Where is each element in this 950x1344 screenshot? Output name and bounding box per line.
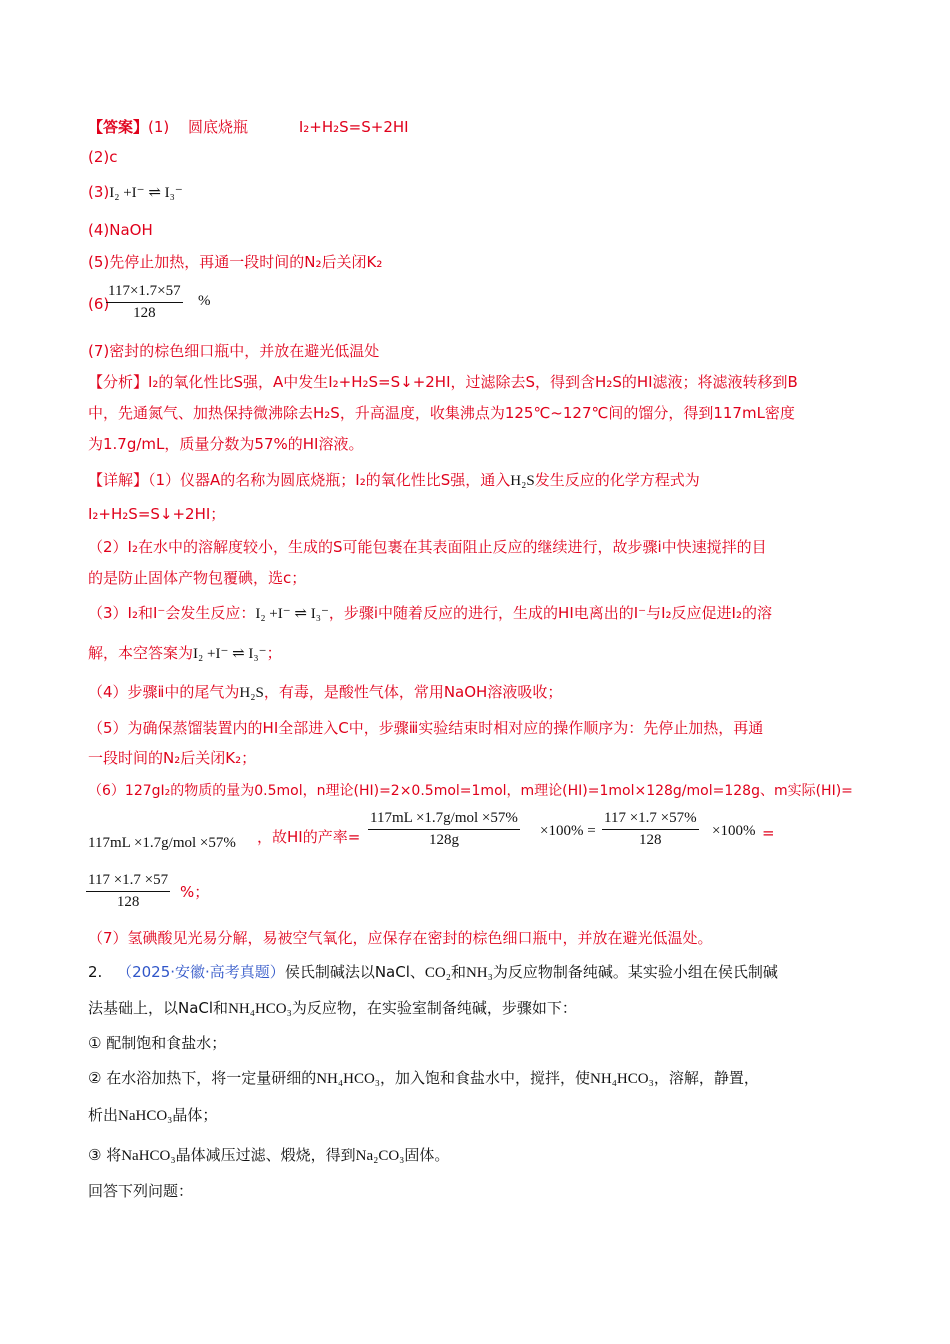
detail-times100-1: ×100% = <box>540 823 596 839</box>
fraction-1-numerator: 117mL ×1.7g/mol ×57% <box>370 810 518 826</box>
detail-eq-sign: = <box>762 824 775 842</box>
detail-5b: ，步骤ⅰ中随着反应的进行，生成的HI电离出的I⁻与I₂反应促进I₂的溶 <box>328 604 772 622</box>
answer-line-3 <box>88 182 183 203</box>
fraction-2-numerator: 117 ×1.7 ×57% <box>604 810 697 826</box>
fraction-2-denominator: 128 <box>639 832 662 848</box>
fraction-3-denominator: 128 <box>116 894 140 910</box>
fraction-bar <box>106 302 183 303</box>
q2-prompt: 回答下列问题： <box>88 1182 194 1200</box>
answer-3-eq: I₂ +I⁻ ⇌ I₃⁻ <box>109 185 183 201</box>
q2-1a: 侯氏制碱法以NaCl、 <box>284 963 425 981</box>
q2-source: （2025·安徽·高考真题） <box>117 963 285 981</box>
q2-s3-f2: Na₂CO₃ <box>355 1148 405 1164</box>
q2-line-2 <box>88 998 577 1019</box>
detail-fraction-3 <box>86 872 170 911</box>
q2-2a: 法基础上，以NaCl和 <box>88 999 229 1017</box>
q2-s3c: 固体。 <box>404 1146 450 1164</box>
answer-6-fraction <box>106 283 183 322</box>
fraction-3-numerator: 117 ×1.7 ×57 <box>88 872 169 888</box>
q2-nh3: NH₃ <box>465 965 493 981</box>
q2-s2b: ，加入饱和食盐水中，搅拌，使 <box>380 1069 591 1087</box>
answer-1-text: 圆底烧瓶 <box>188 118 249 136</box>
detail-line-6 <box>88 643 282 664</box>
answer-6-numerator: 117×1.7×57 <box>108 283 181 299</box>
detail-line-5 <box>88 603 772 624</box>
analysis-line-1: 【分析】I₂的氧化性比S强，A中发生I₂+H₂S=S↓+2HI，过滤除去S，得到含H₂S的HI滤液；将滤液转移到B <box>88 373 798 391</box>
q2-1b: 和 <box>450 963 466 981</box>
answer-3-num: (3) <box>88 183 110 201</box>
detail-1-formula: H₂S <box>510 473 535 489</box>
q2-s2-f3: NaHCO₃ <box>118 1108 173 1124</box>
q2-s2a: ② 在水浴加热下，将一定量研细的 <box>88 1069 317 1087</box>
detail-line-4: 的是防止固体产物包覆碘，选c； <box>88 569 307 587</box>
q2-s2e: 晶体； <box>172 1106 218 1124</box>
analysis-line-2: 中，先通氮气、加热保持微沸除去H₂S，升高温度，收集沸点为125℃~127℃间的馏分，得到117mL密度 <box>88 404 795 422</box>
q2-co2: CO₂ <box>424 965 451 981</box>
fraction-bar <box>368 829 520 830</box>
analysis-line-3: 为1.7g/mL，质量分数为57%的HI溶液。 <box>88 435 364 453</box>
answer-6-denominator: 128 <box>133 305 156 321</box>
detail-fraction-1 <box>368 810 520 849</box>
fraction-bar <box>86 891 170 892</box>
detail-times100-2: ×100% <box>712 823 756 839</box>
q2-2b: 为反应物，在实验室制备纯碱，步骤如下： <box>291 999 577 1017</box>
answer-1-num: (1) <box>148 118 170 136</box>
detail-line-1 <box>88 470 700 491</box>
q2-s3b: 晶体减压过滤、煅烧，得到 <box>175 1146 356 1164</box>
detail-line-2: I₂+H₂S=S↓+2HI； <box>88 505 226 523</box>
fraction-1-denominator: 128g <box>428 832 459 848</box>
detail-line-9: 一段时间的N₂后关闭K₂； <box>88 749 257 767</box>
q2-line-1 <box>88 962 778 983</box>
detail-11-text: ，故HI的产率= <box>257 828 361 846</box>
detail-6-eq: I₂ +I⁻ ⇌ I₃⁻ <box>193 646 267 662</box>
answer-tag: 【答案】 <box>88 118 149 136</box>
detail-7a: （4）步骤ⅱ中的尾气为 <box>88 683 240 701</box>
detail-1b: 发生反应的化学方程式为 <box>534 471 700 489</box>
detail-fraction-3-tail: %； <box>180 883 210 901</box>
q2-s3a: ③ 将 <box>88 1146 122 1164</box>
answer-4: (4)NaOH <box>88 221 153 239</box>
detail-7b: ，有毒，是酸性气体，常用NaOH溶液吸收； <box>263 683 563 701</box>
detail-line-10: （6）127gI₂的物质的量为0.5mol，n理论(HI)=2×0.5mol=1mol，m理论(HI)=1mol×128g/mol=128g、m实际(HI)= <box>88 783 853 799</box>
detail-5a: （3）I₂和I⁻会发生反应： <box>88 604 256 622</box>
q2-s2d: 析出 <box>88 1106 119 1124</box>
q2-s2-f1: NH₄HCO₃ <box>316 1071 381 1087</box>
answer-2: (2)c <box>88 148 118 166</box>
q2-step-2-cont <box>88 1105 217 1126</box>
q2-1c: 为反应物制备纯碱。某实验小组在侯氏制碱 <box>492 963 778 981</box>
q2-number: 2. <box>88 963 103 981</box>
answer-6-percent: % <box>198 293 211 309</box>
answer-line-1 <box>88 117 409 137</box>
fraction-bar <box>602 829 699 830</box>
detail-line-13: （7）氢碘酸见光易分解，易被空气氧化，应保存在密封的棕色细口瓶中，并放在避光低温处。 <box>88 929 713 947</box>
detail-line-8: （5）为确保蒸馏装置内的HI全部进入C中，步骤ⅲ实验结束时相对应的操作顺序为：先停止加热，再通 <box>88 719 764 737</box>
detail-6b: ； <box>266 644 282 662</box>
detail-line-7 <box>88 682 562 703</box>
q2-step-3 <box>88 1145 449 1166</box>
answer-5: (5)先停止加热，再通一段时间的N₂后关闭K₂ <box>88 253 383 271</box>
answer-7: (7)密封的棕色细口瓶中，并放在避光低温处 <box>88 342 380 360</box>
answer-1-eq: I₂+H₂S=S+2HI <box>298 118 409 136</box>
q2-s2c: ，溶解，静置， <box>653 1069 759 1087</box>
q2-nh4hco3: NH₄HCO₃ <box>228 1001 292 1017</box>
detail-line-3: （2）I₂在水中的溶解度较小，生成的S可能包裹在其表面阻止反应的继续进行，故步骤ⅰ中快速搅拌的目 <box>88 538 767 556</box>
answer-6-num-label: (6) <box>88 295 110 313</box>
detail-11-math: 117mL ×1.7g/mol ×57% <box>88 835 236 851</box>
detail-6a: 解，本空答案为 <box>88 644 194 662</box>
q2-s3-f1: NaHCO₃ <box>121 1148 176 1164</box>
q2-step-1: ① 配制饱和食盐水； <box>88 1034 227 1052</box>
detail-fraction-2 <box>602 810 699 849</box>
detail-5-eq: I₂ +I⁻ ⇌ I₃⁻ <box>255 606 329 622</box>
q2-s2-f2: NH₄HCO₃ <box>590 1071 654 1087</box>
detail-7-formula: H₂S <box>239 685 264 701</box>
q2-step-2 <box>88 1068 759 1089</box>
detail-1a: 【详解】（1）仪器A的名称为圆底烧瓶；I₂的氧化性比S强，通入 <box>88 471 511 489</box>
